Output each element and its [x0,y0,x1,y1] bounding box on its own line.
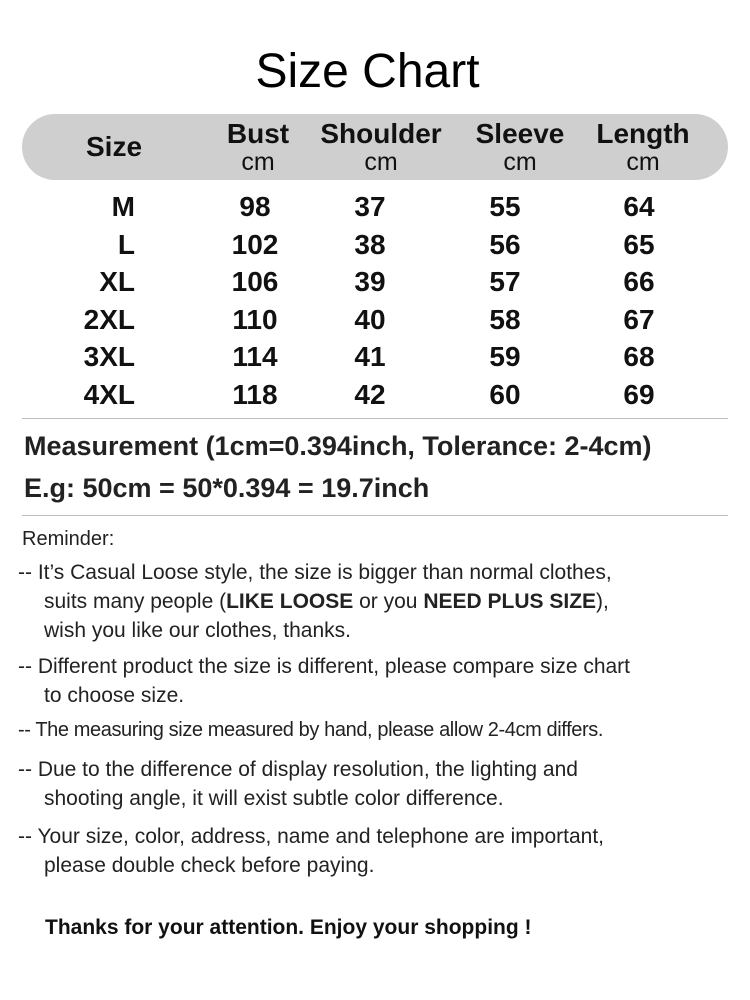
header-shoulder [314,120,448,176]
table-row [0,229,750,267]
table-row [0,304,750,342]
cell-sleeve: 59 [489,341,521,372]
cell-shoulder: 42 [354,378,386,410]
header-length-name: Length [596,118,690,149]
table-row [0,379,750,417]
header-sleeve-name: Sleeve [475,118,565,149]
divider [22,418,728,419]
cell-size: 2XL [83,303,135,335]
cell-length: 66 [623,266,655,297]
cell-length: 64 [623,191,655,222]
reminder-item-5 [18,822,738,880]
cell-bust: 106 [231,266,279,297]
header-bust-name: Bust [226,118,290,149]
cell-shoulder: 38 [354,228,386,260]
reminder-5-line-2: please double check before paying. [44,854,375,877]
cell-size: XL [99,266,135,297]
reminder-2-line-2: to choose size. [44,684,185,707]
header-sleeve-unit: cm [503,148,537,176]
cell-shoulder: 39 [354,266,386,297]
reminder-4-line-1: -- Due to the difference of display resolution, the lighting and [18,758,578,781]
measurement-note: Measurement (1cm=0.394inch, Tolerance: 2-4cm) [24,431,652,461]
cell-shoulder: 41 [354,341,386,372]
header-shoulder-unit: cm [364,148,398,176]
cell-bust: 102 [231,228,279,260]
table-row [0,266,750,304]
header-size: Size [86,131,143,162]
like-loose-emphasis: LIKE LOOSE [226,590,354,613]
cell-size: L [117,228,135,260]
reminder-2-line-1: -- Different product the size is different, please compare size chart [18,655,631,678]
reminder-title: Reminder: [22,528,115,550]
cell-length: 68 [623,341,655,372]
cell-shoulder: 40 [354,303,386,335]
reminder-item-2 [18,652,738,710]
cell-size: M [111,191,135,222]
cell-size: 4XL [83,378,135,410]
divider [22,515,728,516]
header-bust-unit: cm [241,148,275,176]
cell-length: 67 [623,303,655,335]
cell-bust: 114 [232,341,278,372]
measurement-example: E.g: 50cm = 50*0.394 = 19.7inch [24,473,430,503]
cell-size: 3XL [83,341,135,372]
header-length-unit: cm [626,148,660,176]
cell-sleeve: 58 [489,303,521,335]
reminder-3-line-1: -- The measuring size measured by hand, please allow 2-4cm differs. [18,719,603,741]
cell-bust: 118 [232,378,278,410]
reminder-5-line-1: -- Your size, color, address, name and telephone are important, [18,825,605,848]
reminder-1-text: ), [596,590,609,613]
cell-length: 65 [623,228,655,260]
cell-sleeve: 55 [489,191,521,222]
cell-bust: 98 [239,191,271,222]
table-row [0,341,750,379]
reminder-item-1 [18,558,738,645]
header-shoulder-name: Shoulder [320,118,442,149]
reminder-4-line-2: shooting angle, it will exist subtle color difference. [44,787,504,810]
reminder-1-line-2 [18,587,738,616]
cell-sleeve: 56 [489,228,521,260]
header-sleeve [468,120,572,176]
plus-size-emphasis: NEED PLUS SIZE [423,590,597,613]
size-table-body [0,191,750,416]
table-row [0,191,750,229]
reminder-item-3 [18,716,738,745]
reminder-1-text: or you [353,590,424,613]
cell-sleeve: 57 [489,266,521,297]
cell-bust: 110 [232,303,278,335]
reminder-item-4 [18,755,738,813]
reminder-1-text: suits many people ( [44,590,227,613]
reminder-1-line-3: wish you like our clothes, thanks. [44,619,351,642]
cell-shoulder: 37 [354,191,386,222]
cell-length: 69 [623,378,655,410]
reminder-1-line-1: -- It’s Casual Loose style, the size is bigger than normal clothes, [18,561,612,584]
thanks-note: Thanks for your attention. Enjoy your shopping ! [45,916,532,939]
page-title: Size Chart [255,45,480,98]
header-bust [222,120,294,176]
cell-sleeve: 60 [489,378,521,410]
header-length [590,120,696,176]
